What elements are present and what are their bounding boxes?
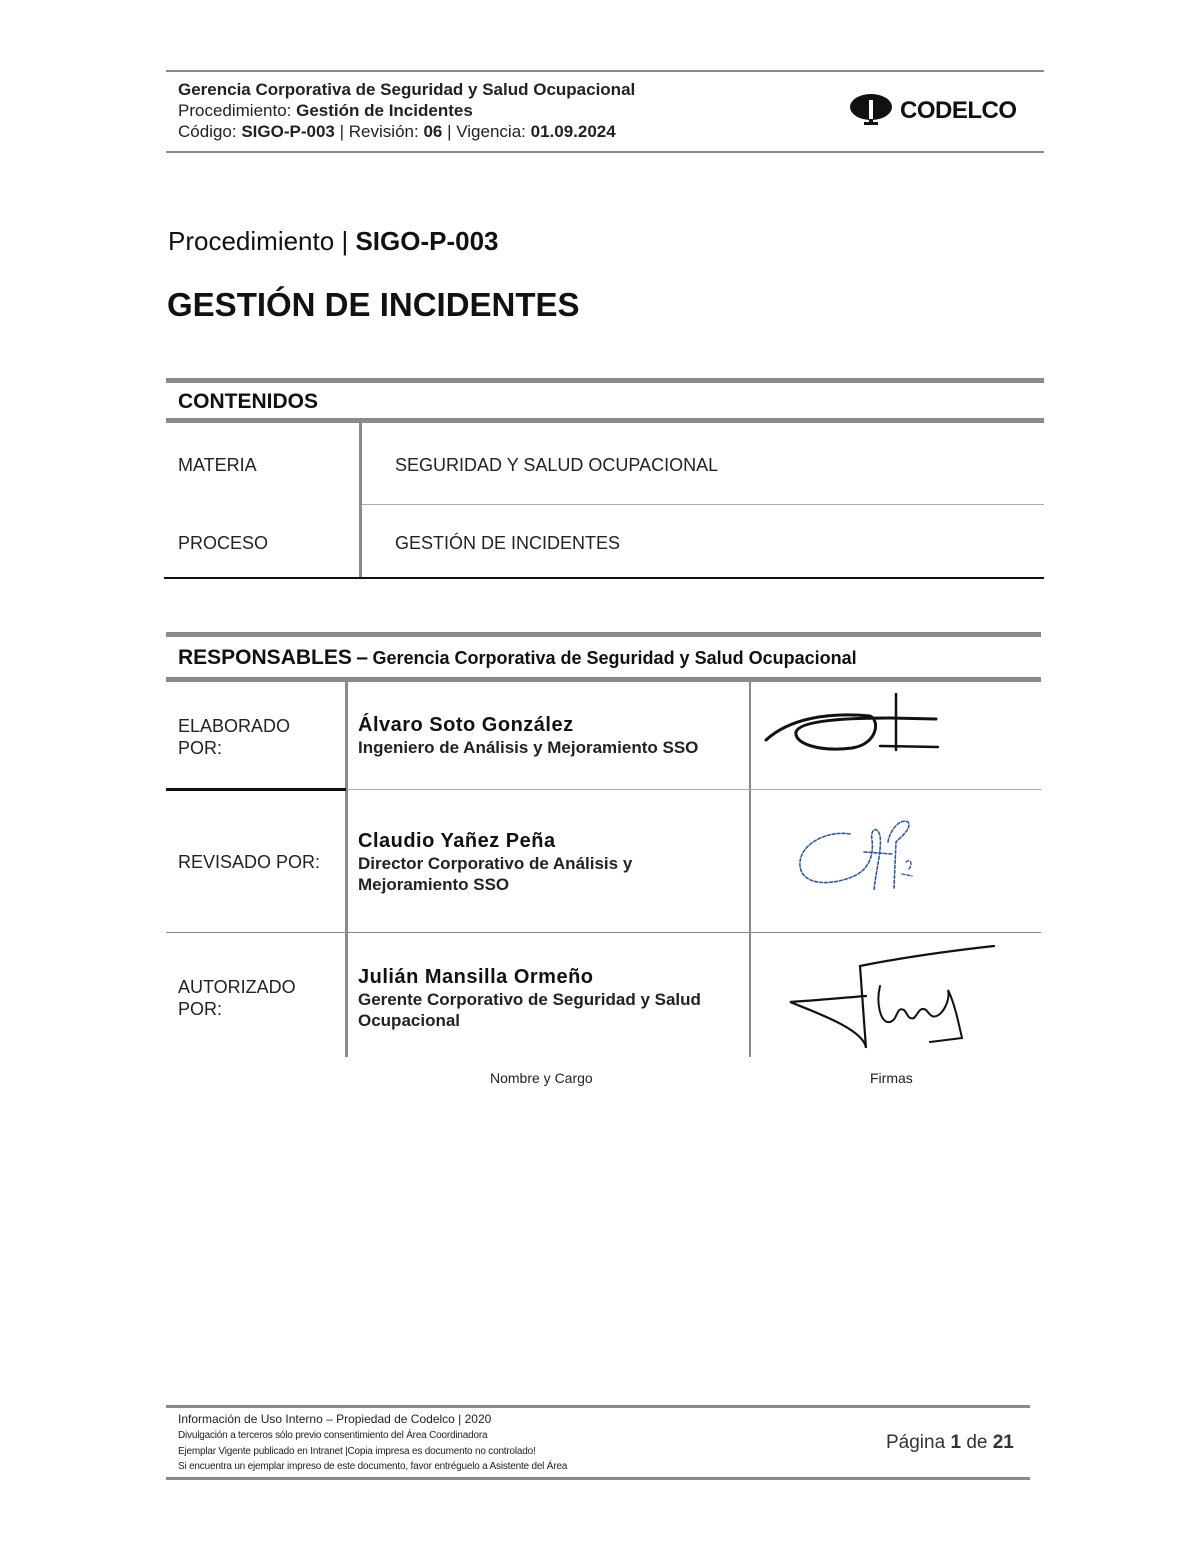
document-title: GESTIÓN DE INCIDENTES: [167, 286, 580, 323]
responsables-title: RESPONSABLES: [178, 646, 352, 669]
responsables-person-revisado: [358, 830, 738, 895]
responsables-divider-2: [749, 682, 751, 1057]
footer-return-line: Si encuentra un ejemplar impreso de este documento, favor entréguelo a Asistente del Área: [178, 1461, 568, 1472]
signature-autorizado-image: [780, 940, 1000, 1055]
contenidos-header-rule: [166, 418, 1044, 423]
page-total: 21: [992, 1432, 1014, 1453]
footer-info-line: Información de Uso Interno – Propiedad de Codelco | 2020: [178, 1412, 492, 1426]
codelco-logo-icon: [848, 92, 894, 130]
document-type-line: Procedimiento | SIGO-P-003: [168, 226, 499, 256]
person-role: Ingeniero de Análisis y Mejoramiento SSO: [358, 738, 699, 757]
contenidos-title: CONTENIDOS: [178, 390, 319, 413]
contenidos-value-proceso: GESTIÓN DE INCIDENTES: [395, 533, 621, 553]
contenidos-label-materia: MATERIA: [178, 455, 257, 475]
header-top-rule: [166, 70, 1044, 72]
header-bottom-rule: [166, 151, 1044, 153]
footer-disclosure-line: Divulgación a terceros sólo previo consentimiento del Área Coordinadora: [178, 1430, 488, 1441]
responsables-label-elaborado: ELABORADO POR:: [178, 716, 291, 758]
responsables-header-rule: [166, 677, 1041, 682]
contenidos-bottom-rule: [164, 577, 1044, 579]
caption-signatures: Firmas: [870, 1070, 913, 1086]
footer-top-rule: [166, 1405, 1030, 1408]
footer-copy-line: Ejemplar Vigente publicado en Intranet |Copia impresa es documento no controlado!: [178, 1446, 536, 1457]
responsables-top-rule: [166, 632, 1041, 637]
codelco-logo-text: CODELCO: [900, 97, 1017, 124]
responsables-label-autorizado: AUTORIZADO POR:: [178, 977, 296, 1019]
header-code-line: Código: SIGO-P-003 | Revisión: 06 | Vigencia: 01.09.2024: [178, 122, 616, 141]
signature-elaborado-image: [760, 688, 950, 758]
caption-names: Nombre y Cargo: [490, 1070, 593, 1086]
header-procedure: Procedimiento: Gestión de Incidentes: [178, 101, 473, 120]
codelco-logo: [848, 92, 1017, 130]
person-role: Gerente Corporativo de Seguridad y Salud Ocupacional: [358, 990, 701, 1030]
page-current: 1: [950, 1432, 962, 1453]
signature-revisado-image: [770, 800, 980, 920]
header-department: Gerencia Corporativa de Seguridad y Salud Ocupacional: [178, 80, 636, 99]
contenidos-row-divider: [362, 504, 1044, 505]
responsables-person-autorizado: [358, 966, 738, 1031]
person-name: Julián Mansilla Ormeño: [358, 966, 594, 988]
person-name: Claudio Yañez Peña: [358, 830, 556, 852]
contenidos-column-divider: [359, 423, 362, 579]
person-name: Álvaro Soto González: [358, 714, 574, 736]
contenidos-label-proceso: PROCESO: [178, 533, 269, 553]
person-role: Director Corporativo de Análisis y Mejoramiento SSO: [358, 854, 633, 894]
responsables-row-rule-1a: [166, 788, 346, 791]
contenidos-top-rule: [166, 378, 1044, 383]
responsables-row-rule-1b: [348, 789, 1041, 790]
responsables-subtitle: Gerencia Corporativa de Seguridad y Salud Ocupacional: [372, 648, 857, 668]
responsables-title-line: RESPONSABLES – Gerencia Corporativa de Seguridad y Salud Ocupacional: [178, 646, 857, 669]
responsables-person-elaborado: [358, 714, 738, 758]
footer-bottom-rule: [166, 1477, 1030, 1480]
contenidos-value-materia: SEGURIDAD Y SALUD OCUPACIONAL: [395, 455, 719, 475]
responsables-label-revisado: REVISADO POR:: [178, 852, 321, 872]
page-number: Página 1 de 21: [886, 1432, 1014, 1453]
responsables-row-rule-2: [166, 932, 1041, 933]
responsables-divider-1: [345, 682, 348, 1057]
